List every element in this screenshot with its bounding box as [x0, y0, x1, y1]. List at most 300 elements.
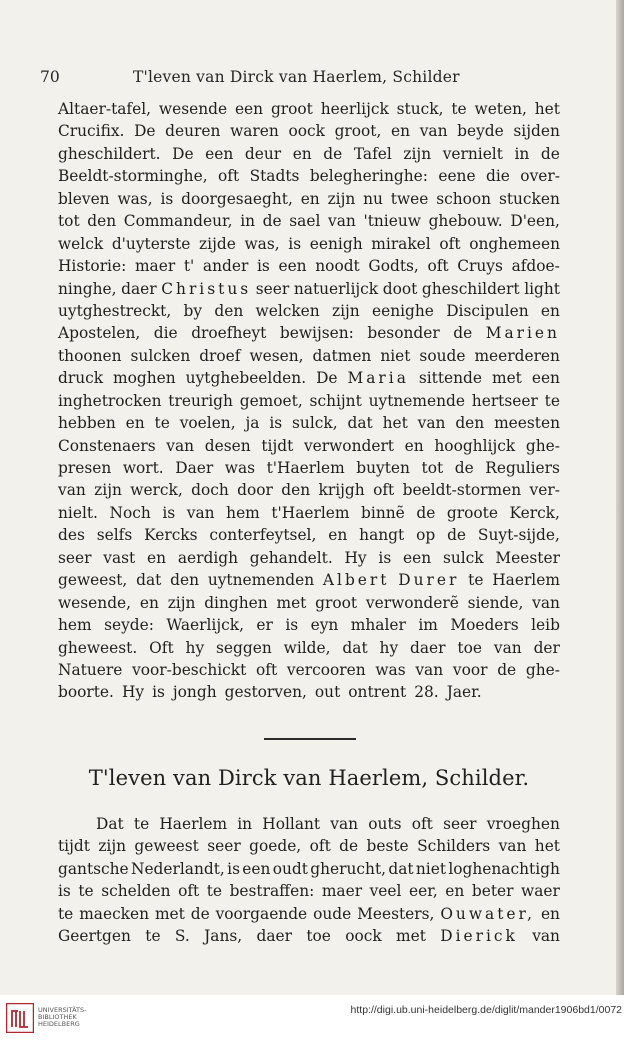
word: groote [446, 503, 498, 522]
word: seyde: [104, 616, 154, 635]
word: Beeldt-storminghe, [58, 167, 208, 186]
word: door [237, 481, 273, 500]
word: Apostelen, [58, 324, 141, 343]
word: zijn [94, 481, 122, 500]
word: te [468, 571, 484, 590]
word: im [418, 616, 438, 635]
word: Dat [96, 815, 124, 833]
word: vernielt [442, 144, 503, 163]
word: beste [366, 837, 409, 856]
word: en [404, 436, 424, 455]
word: waer [521, 882, 560, 901]
section-divider-rule [264, 738, 356, 740]
word: inghetrocken [58, 391, 162, 410]
word: en [391, 122, 411, 141]
word: te [544, 391, 560, 410]
body-text [58, 98, 560, 704]
page-number: 70 [40, 68, 60, 86]
word: oft [427, 257, 449, 276]
word: D'een, [510, 212, 560, 231]
word: uytghestreckt, [58, 301, 172, 320]
university-logo-text [38, 1007, 87, 1029]
word: van [532, 593, 560, 612]
text-line [58, 637, 560, 659]
word: Godts, [368, 257, 419, 276]
word: de [190, 904, 210, 923]
word: De [172, 144, 194, 163]
word: de [447, 526, 467, 545]
word: maecken [79, 904, 150, 923]
text-line [58, 143, 560, 165]
word: doch [191, 481, 229, 500]
text-line [58, 592, 560, 614]
word: besonder [367, 324, 440, 343]
word: een [531, 369, 560, 388]
word: dinghen [204, 593, 268, 612]
word: Geertgen [58, 927, 131, 946]
word: deur [244, 144, 282, 163]
word: t'Haerlem [266, 459, 345, 477]
word: de [339, 837, 359, 856]
word: Stadts [249, 167, 300, 186]
word: van [415, 660, 444, 679]
word: der [533, 638, 560, 657]
text-line [58, 524, 560, 546]
word: beter [471, 882, 514, 901]
word: niet [415, 859, 447, 878]
page-edge-shadow [616, 0, 624, 995]
word: mirakel [371, 234, 431, 253]
word: tijdt [58, 837, 90, 856]
word: tijdt [261, 436, 294, 455]
word: wort. [122, 459, 164, 477]
word: wilde, [283, 638, 331, 657]
word: gheschildert [421, 279, 520, 298]
word: Jaer. [446, 683, 482, 702]
word: gheschildert. [58, 144, 161, 163]
word: Altaer-tafel, [58, 100, 152, 118]
word: maer [134, 257, 176, 276]
logo-text-line: UNIVERSITÄTS- [38, 1006, 87, 1014]
word: te [145, 927, 161, 946]
word: tot [421, 459, 444, 477]
word: over- [520, 167, 560, 186]
word: voorgaende [215, 904, 308, 923]
text-line [58, 547, 560, 569]
word: Haerlem [159, 815, 228, 833]
word: geweest [134, 837, 199, 856]
word: mhaler [350, 616, 406, 635]
word: vercooren [286, 660, 366, 679]
word: hebben [58, 414, 116, 433]
word: ver- [529, 481, 560, 500]
word: een [278, 257, 307, 276]
word: van [166, 436, 195, 455]
word: zijde [199, 234, 236, 253]
word: daer [121, 279, 157, 298]
word: is [227, 859, 240, 878]
word: oft [218, 167, 240, 186]
word: Discipulen [446, 301, 529, 320]
text-line [58, 300, 560, 322]
word: te [154, 414, 170, 433]
word: boorte. [58, 683, 114, 702]
word: Durer [398, 571, 460, 590]
word: en [300, 189, 320, 208]
word: out [314, 683, 341, 702]
word: van [58, 481, 86, 500]
word: gheweest. [58, 638, 138, 657]
word: den [87, 212, 117, 231]
word: gehandelt. [249, 548, 333, 567]
word: siende, [467, 593, 524, 612]
word: Noch [109, 503, 151, 522]
text-line [58, 659, 560, 681]
word: gemoet, [239, 391, 303, 410]
word: Constenaers [58, 436, 156, 455]
word: is [162, 503, 176, 522]
word: aerdigh [177, 548, 239, 567]
text-line [58, 479, 560, 501]
word: te [206, 882, 223, 901]
word: te [451, 100, 467, 118]
word: van [498, 837, 527, 856]
text-line [58, 569, 560, 591]
word: bewijsen: [279, 324, 354, 343]
word: S. [174, 927, 190, 946]
word: die [153, 324, 178, 343]
word: die [486, 167, 510, 186]
text-line [58, 457, 560, 479]
word: niet [380, 346, 411, 365]
page-header [40, 62, 580, 92]
word: t' [183, 257, 195, 276]
text-line [58, 903, 560, 925]
word: Kercks [144, 526, 198, 545]
word: is [58, 882, 71, 901]
word: gantsche [58, 859, 129, 878]
word: Daer [175, 459, 214, 477]
word: droef [199, 346, 241, 365]
word: den [281, 481, 311, 500]
word: d'uyterste [111, 234, 191, 253]
word: uytghebeelden. [185, 369, 307, 388]
word: daer [256, 927, 292, 946]
word: en [540, 904, 560, 923]
word: Oft [149, 638, 174, 657]
text-line [58, 255, 560, 277]
word: toe [306, 927, 331, 946]
word: het [534, 100, 560, 118]
word: sulck, [292, 414, 338, 433]
word: oude [313, 904, 352, 923]
word: de [540, 144, 560, 163]
word: was [224, 459, 256, 477]
word: van [532, 927, 560, 946]
text-line [58, 120, 560, 142]
word: ja [245, 414, 260, 433]
word: hy [379, 638, 399, 657]
word: de [416, 503, 436, 522]
word: groot [315, 593, 358, 612]
word: een [242, 859, 271, 878]
word: den [455, 414, 485, 433]
text-line [58, 614, 560, 636]
word: van [417, 414, 446, 433]
university-logo-icon [6, 1003, 34, 1033]
word: een [403, 548, 432, 567]
word: was [375, 660, 406, 679]
word: afdoe- [511, 257, 560, 276]
word: en [292, 144, 312, 163]
word: welcken [255, 301, 320, 320]
word: conterfeytsel, [209, 526, 317, 545]
word: wesende, [58, 593, 132, 612]
running-head: T'leven van Dirck van Haerlem, Schilder [133, 68, 460, 86]
text-line [58, 165, 560, 187]
word: van [328, 212, 356, 231]
word: meerderen [474, 346, 560, 365]
word: Moeders [450, 616, 519, 635]
word: seer [58, 548, 92, 567]
word: met [154, 904, 185, 923]
text-line [58, 322, 560, 344]
word: vast [103, 548, 136, 567]
word: De [134, 122, 156, 141]
word: een [234, 100, 264, 118]
word: Cruys [457, 257, 503, 276]
word: eenighe [371, 301, 434, 320]
word: bleven [58, 189, 110, 208]
word: werck, [130, 481, 183, 500]
word: sael [289, 212, 321, 231]
word: een [205, 144, 234, 163]
word: loghenachtigh [448, 859, 560, 878]
word: t'Haerlem [271, 503, 350, 522]
word: van [330, 815, 359, 833]
word: stucken [498, 189, 560, 208]
word: outs [368, 815, 402, 833]
word: beeldt-stormen [402, 481, 522, 500]
word: ontrent [348, 683, 407, 702]
word: heerlijck [320, 100, 389, 118]
word: oft [256, 660, 278, 679]
section-title: T'leven van Dirck van Haerlem, Schilder. [88, 766, 530, 790]
word: verwonderẽ [365, 593, 459, 612]
word: dat [342, 638, 368, 657]
word: de [323, 144, 343, 163]
word: goede, [249, 837, 302, 856]
word: Hy [121, 683, 145, 702]
word: de [453, 324, 473, 343]
word: Meester [495, 548, 560, 567]
word: Nederlandt, [130, 859, 225, 878]
word: dat [388, 859, 414, 878]
word: te [58, 904, 74, 923]
word: des [58, 526, 85, 545]
word: zijn [327, 189, 356, 208]
word: ghe- [525, 436, 560, 455]
word: groot, [334, 122, 382, 141]
text-line [58, 345, 560, 367]
word: vroeghen [486, 815, 560, 833]
text-line [58, 278, 560, 300]
word: is [378, 548, 392, 567]
word: desen [204, 436, 251, 455]
word: moghen [113, 369, 176, 388]
word: doorgesaeght, [181, 189, 293, 208]
word: schoon [436, 189, 492, 208]
word: waren [230, 122, 279, 141]
source-url-link[interactable]: http://digi.ub.uni-heidelberg.de/diglit/mander1906bd1/0072 [350, 1004, 622, 1016]
word: is [285, 616, 299, 635]
word: noodt [315, 257, 360, 276]
word: buyten [356, 459, 410, 477]
word: hem [58, 616, 92, 635]
word: oft [309, 837, 331, 856]
word: doot [382, 279, 418, 298]
word: van [419, 122, 448, 141]
word: en [147, 548, 167, 567]
word: onghemeen [469, 234, 560, 253]
logo-text-line: HEIDELBERG [38, 1020, 80, 1029]
word: in [514, 144, 530, 163]
word: was, [244, 234, 280, 253]
text-line [58, 233, 560, 255]
word: en [445, 882, 465, 901]
word: hangt [359, 526, 405, 545]
word: Kerck, [509, 503, 560, 522]
word: presen [58, 459, 112, 477]
word: leib [531, 616, 560, 635]
word: 'tnieuw [363, 212, 421, 231]
word: ninghe, [58, 279, 117, 298]
word: Hy [344, 548, 367, 567]
word: is [152, 683, 165, 702]
word: uytnemende [368, 391, 465, 410]
word: veel [369, 882, 402, 901]
word: thoonen [58, 346, 122, 365]
word: krijgh [318, 481, 365, 500]
word: belegheringhe: [309, 167, 428, 186]
word: met [491, 369, 522, 388]
word: van [186, 503, 215, 522]
word: gherucht, [310, 859, 387, 878]
word: seer [207, 837, 241, 856]
word: zijn [98, 837, 127, 856]
word: Reguliers [485, 459, 560, 477]
word: ghebouw. [428, 212, 503, 231]
word: de [262, 212, 282, 231]
word: Tafel [353, 144, 392, 163]
word: de [497, 660, 517, 679]
word: hooghlijck [434, 436, 516, 455]
word: Natuere [58, 660, 123, 679]
word: Meesters, [357, 904, 435, 923]
word: en [540, 301, 560, 320]
word: met [276, 593, 307, 612]
viewer-footer [0, 995, 630, 1041]
word: is [288, 234, 302, 253]
word: voelen, [179, 414, 236, 433]
text-line [58, 925, 560, 947]
word: druck [58, 369, 104, 388]
text-line [58, 813, 560, 835]
word: zijn [403, 144, 432, 163]
word: in [237, 815, 253, 833]
word: 28. [414, 683, 439, 702]
text-line [58, 188, 560, 210]
word: eyn [310, 616, 339, 635]
word: hem [226, 503, 260, 522]
word: oock [288, 122, 325, 141]
section-paragraph [58, 813, 560, 948]
text-line [58, 98, 560, 120]
word: seer [255, 279, 290, 298]
word: sittende [418, 369, 483, 388]
word: was, [117, 189, 153, 208]
word: selfs [96, 526, 133, 545]
word: hy [185, 638, 205, 657]
word: het [534, 837, 560, 856]
word: Crucifix. [58, 122, 125, 141]
word: Hollant [262, 815, 321, 833]
word: Jans, [204, 927, 243, 946]
word: nu [363, 189, 383, 208]
word: toe [457, 638, 482, 657]
word: Maria [347, 369, 409, 388]
word: soude [419, 346, 466, 365]
word: gestorven, [224, 683, 307, 702]
word: in [240, 212, 256, 231]
word: te [133, 815, 150, 833]
word: Haerlem [492, 571, 560, 590]
word: by [183, 301, 203, 320]
word: de [454, 459, 474, 477]
word: Commandeur, [123, 212, 233, 231]
word: sulck [442, 548, 484, 567]
word: De [316, 369, 338, 388]
text-line [58, 367, 560, 389]
word: en [139, 593, 159, 612]
word: op [416, 526, 436, 545]
word: natuerlijck [293, 279, 379, 298]
text-line [58, 681, 560, 703]
word: Ouwater, [440, 904, 536, 923]
word: seer [443, 815, 477, 833]
word: nielt. [58, 503, 98, 522]
text-line [58, 835, 560, 857]
word: ghe- [525, 660, 560, 679]
word: Historie: [58, 257, 127, 276]
word: voor [452, 660, 488, 679]
word: binnẽ [361, 503, 405, 522]
word: hertseer [471, 391, 538, 410]
word: sijden [513, 122, 560, 141]
word: eer, [408, 882, 438, 901]
word: Waerlijck, [166, 616, 244, 635]
word: jongh [172, 683, 217, 702]
word: welck [58, 234, 104, 253]
word: is [160, 189, 174, 208]
logo-text-line: BIBLIOTHEK [38, 1013, 77, 1022]
word: den [170, 571, 200, 590]
word: tot [58, 212, 80, 231]
word: Christus [161, 279, 252, 298]
word: Marien [485, 324, 560, 343]
word: den [214, 301, 244, 320]
word: en [125, 414, 145, 433]
